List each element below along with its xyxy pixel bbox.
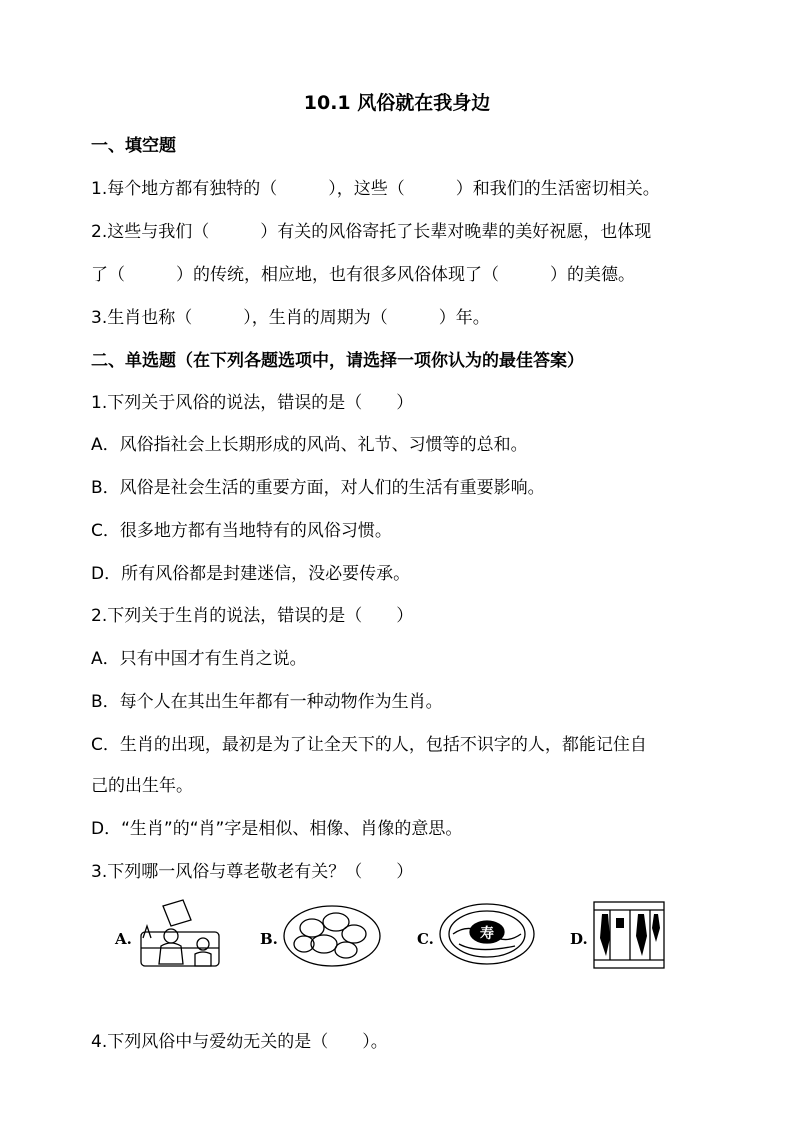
section2-heading: 二、单选题（在下列各题选项中，请选择一项你认为的最佳答案） [91,351,584,371]
choice-question-1-stem: 1.下列关于风俗的说法，错误的是（ ） [91,393,414,413]
longevity-noodle-plate-illustration [437,898,537,970]
option-c-label: C. [417,930,434,948]
choice-question-2-option-c-line1: C．生肖的出现，最初是为了让全天下的人，包括不识字的人，都能记住自 [91,735,647,755]
hanging-meat-illustration [592,898,666,972]
choice-question-1-option-b: B．风俗是社会生活的重要方面，对人们的生活有重要影响。 [91,478,545,498]
egg-plate-illustration [282,898,382,970]
option-b-label: B. [260,930,278,948]
fill-question-2-line1: 2.这些与我们（ ）有关的风俗寄托了长辈对晚辈的美好祝愿，也体现 [91,222,652,242]
elder-family-illustration [135,898,227,976]
plate-character: 寿 [480,926,494,942]
fill-question-3: 3.生肖也称（ ），生肖的周期为（ ）年。 [91,308,490,328]
choice-question-1-option-a: A．风俗指社会上长期形成的风尚、礼节、习惯等的总和。 [91,435,528,455]
choice-question-2-stem: 2.下列关于生肖的说法，错误的是（ ） [91,606,414,626]
choice-question-1-option-c: C．很多地方都有当地特有的风俗习惯。 [91,521,392,541]
fill-question-2-line2: 了（ ）的传统，相应地，也有很多风俗体现了（ ）的美德。 [91,265,635,285]
choice-question-2-option-a: A．只有中国才有生肖之说。 [91,649,307,669]
choice-question-2-option-d: D．“生肖”的“肖”字是相似、相像、肖像的意思。 [91,819,463,839]
page-title: 10.1 风俗就在我身边 [303,92,491,114]
choice-question-3-stem: 3.下列哪一风俗与尊老敬老有关？（ ） [91,862,414,882]
choice-question-2-option-b: B．每个人在其出生年都有一种动物作为生肖。 [91,692,443,712]
option-a-label: A. [115,930,132,948]
option-d-label: D. [570,930,588,948]
choice-question-1-option-d: D．所有风俗都是封建迷信，没必要传承。 [91,564,411,584]
choice-question-3-figures [100,898,700,978]
fill-question-1: 1.每个地方都有独特的（ ），这些（ ）和我们的生活密切相关。 [91,179,660,199]
section1-heading: 一、填空题 [91,136,176,156]
choice-question-2-option-c-line2: 己的出生年。 [91,776,193,796]
choice-question-4-stem: 4.下列风俗中与爱幼无关的是（ ）。 [91,1032,388,1052]
